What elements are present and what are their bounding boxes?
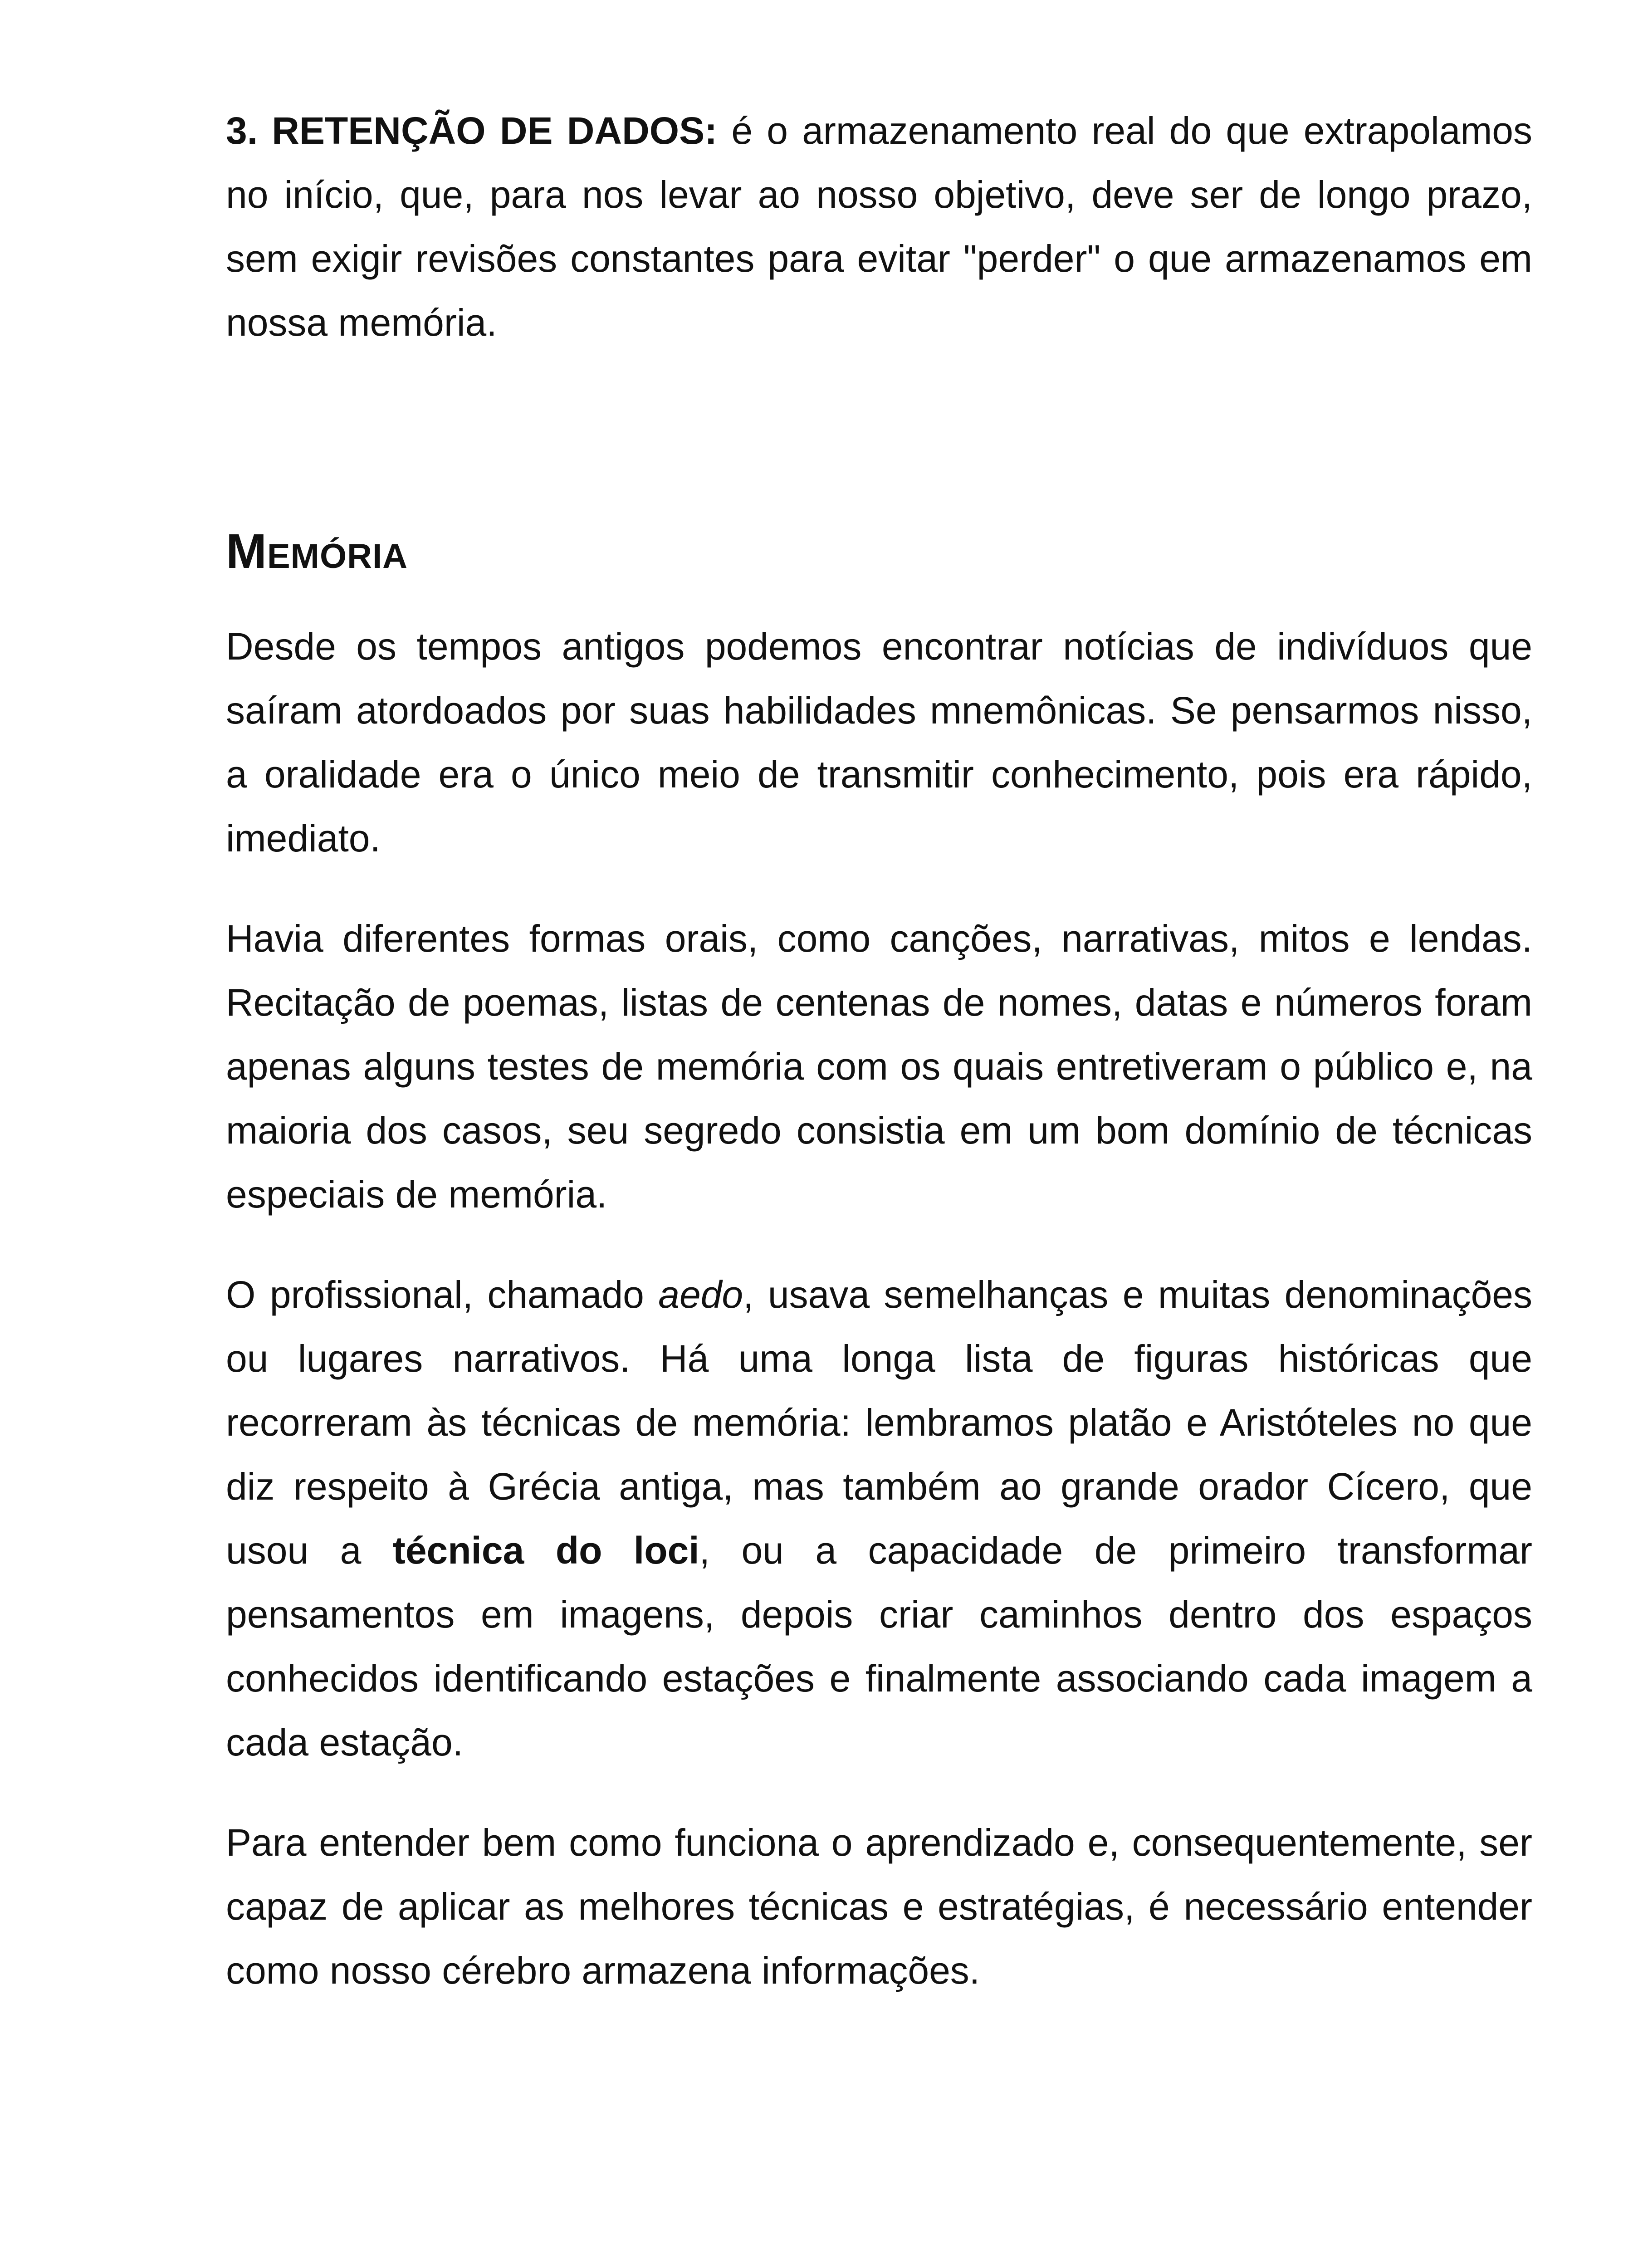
memory-paragraph-3-part-c: , ou a capacidade de primeiro transformar pensamentos em imagens, depois criar caminhos dentro dos espaços conhecidos identificando estações e finalmente associando cada imagem a cada estação. (226, 1529, 1532, 1764)
memory-paragraph-4: Para entender bem como funciona o aprendizado e, consequentemente, ser capaz de aplicar as melhores técnicas e estratégias, é necessário entender como nosso cérebro armazena informações. (226, 1821, 1532, 1992)
page-content (226, 99, 1532, 2003)
memory-paragraph-3-part-b: , usava semelhanças e muitas denominações ou lugares narrativos. Há uma longa lista de figuras históricas que recorreram às técnicas de memória: lembramos platão e Aristóteles no que diz respeito à Grécia antiga, mas também ao grande orador Cícero, que usou a (226, 1273, 1532, 1572)
memory-paragraph-3 (226, 1263, 1532, 1774)
memory-paragraph-1: Desde os tempos antigos podemos encontrar notícias de indivíduos que saíram atordoados por suas habilidades mnemônicas. Se pensarmos nisso, a oralidade era o único meio de transmitir conhecimento, pois era rápido, imediato. (226, 625, 1532, 860)
memory-paragraph-3-part-a: O profissional, chamado (226, 1273, 659, 1316)
loci-technique-term: técnica do loci (392, 1529, 699, 1572)
data-retention-body: é o armazenamento real do que extrapolamos no início, que, para nos levar ao nosso objetivo, deve ser de longo prazo, sem exigir revisões constantes para evitar "perder" o que armazenamos em nossa memória. (226, 109, 1533, 344)
aedo-term: aedo (658, 1273, 743, 1316)
data-retention-lead: 3. RETENÇÃO DE DADOS: (226, 109, 718, 152)
memory-paragraph-2: Havia diferentes formas orais, como canções, narrativas, mitos e lendas. Recitação de poemas, listas de centenas de nomes, datas e números foram apenas alguns testes de memória com os quais entretiveram o público e, na maioria dos casos, seu segredo consistia em um bom domínio de técnicas especiais de memória. (226, 917, 1532, 1216)
data-retention-paragraph (226, 99, 1532, 355)
section-spacer (226, 355, 1532, 519)
section-heading: Memória (226, 523, 408, 578)
